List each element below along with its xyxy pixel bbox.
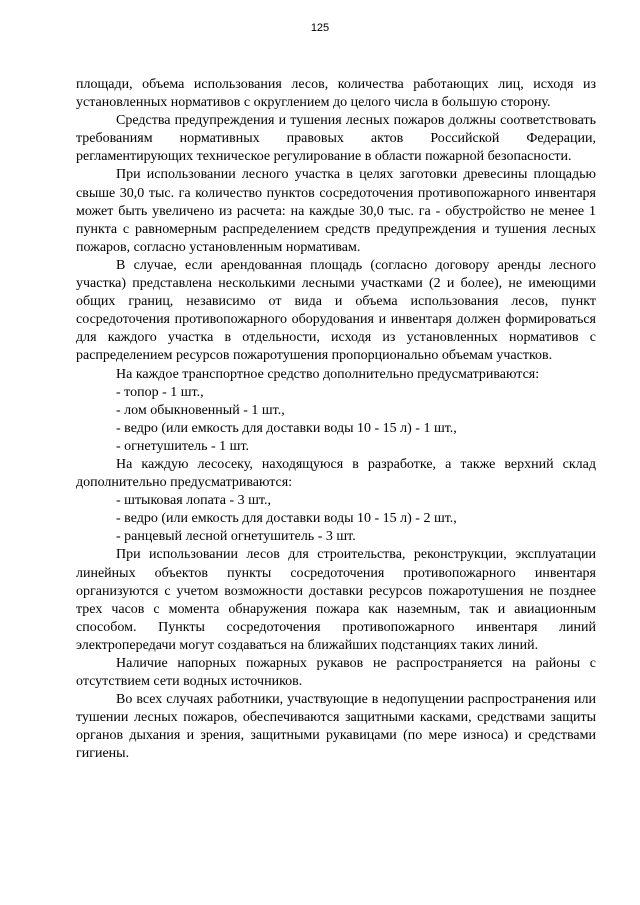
list-item: - ведро (или емкость для доставки воды 10 - 15 л) - 2 шт., (116, 511, 457, 527)
paragraph: Средства предупреждения и тушения лесных пожаров должны соответствовать требованиям нормативных правовых актов Российской Федерации, регламентирующих техническое регулирование в области пожарной безопасности. (76, 113, 596, 165)
paragraph: площади, объема использования лесов, количества работающих лиц, исходя из установленных нормативов с округлением до целого числа в большую сторону. (76, 77, 596, 111)
paragraph: В случае, если арендованная площадь (согласно договору аренды лесного участка) представлена несколькими лесными участками (2 и более), не имеющими общих границ, независимо от вида и объема использования лесов, пункт сосредоточения противопожарного оборудования и инвентаря должен формироваться для каждого участка в отдельности, исходя из установленных нормативов с распределением ресурсов пожаротушения пропорционально объемам участков. (76, 257, 596, 364)
list-item: - лом обыкновенный - 1 шт., (116, 402, 285, 418)
list-item: - ранцевый лесной огнетушитель - 3 шт. (116, 529, 356, 545)
paragraph: Наличие напорных пожарных рукавов не распространяется на районы с отсутствием сети водных источников. (76, 656, 596, 690)
list-item: - ведро (или емкость для доставки воды 10 - 15 л) - 1 шт., (116, 420, 457, 436)
page-number: 125 (310, 22, 330, 34)
paragraph: Во всех случаях работники, участвующие в недопущении распространения или тушении лесных пожаров, обеспечиваются защитными касками, средствами защиты органов дыхания и зрения, защитными рукавицами (по мере износа) и средствами гигиены. (76, 692, 596, 762)
paragraph: При использовании лесов для строительства, реконструкции, эксплуатации линейных объектов пункты сосредоточения противопожарного инвентаря организуются с учетом возможности доставки ресурсов пожаротушения не позднее трех часов с момента обнаружения пожара как наземным, так и авиационным способом. Пункты сосредоточения противопожарного инвентаря линий электропередачи могут создаваться на ближайших подстанциях таких линий. (76, 547, 596, 653)
paragraph: На каждое транспортное средство дополнительно предусматриваются: (116, 366, 540, 382)
paragraph: На каждую лесосеку, находящуюся в разработке, а также верхний склад дополнительно предусматриваются: (76, 456, 596, 491)
document-body (76, 76, 596, 764)
list-item: - штыковая лопата - 3 шт., (116, 493, 271, 509)
list-item: - топор - 1 шт., (116, 384, 204, 400)
list-item: - огнетушитель - 1 шт. (116, 438, 250, 454)
paragraph: При использовании лесного участка в целях заготовки древесины площадью свыше 30,0 тыс. га количество пунктов сосредоточения противопожарного инвентаря может быть увеличено из расчета: на каждые 30,0 тыс. га - обустройство не менее 1 пункта с равномерным распределением средств предупреждения и тушения лесных пожаров, согласно установленным нормативам. (76, 167, 596, 255)
